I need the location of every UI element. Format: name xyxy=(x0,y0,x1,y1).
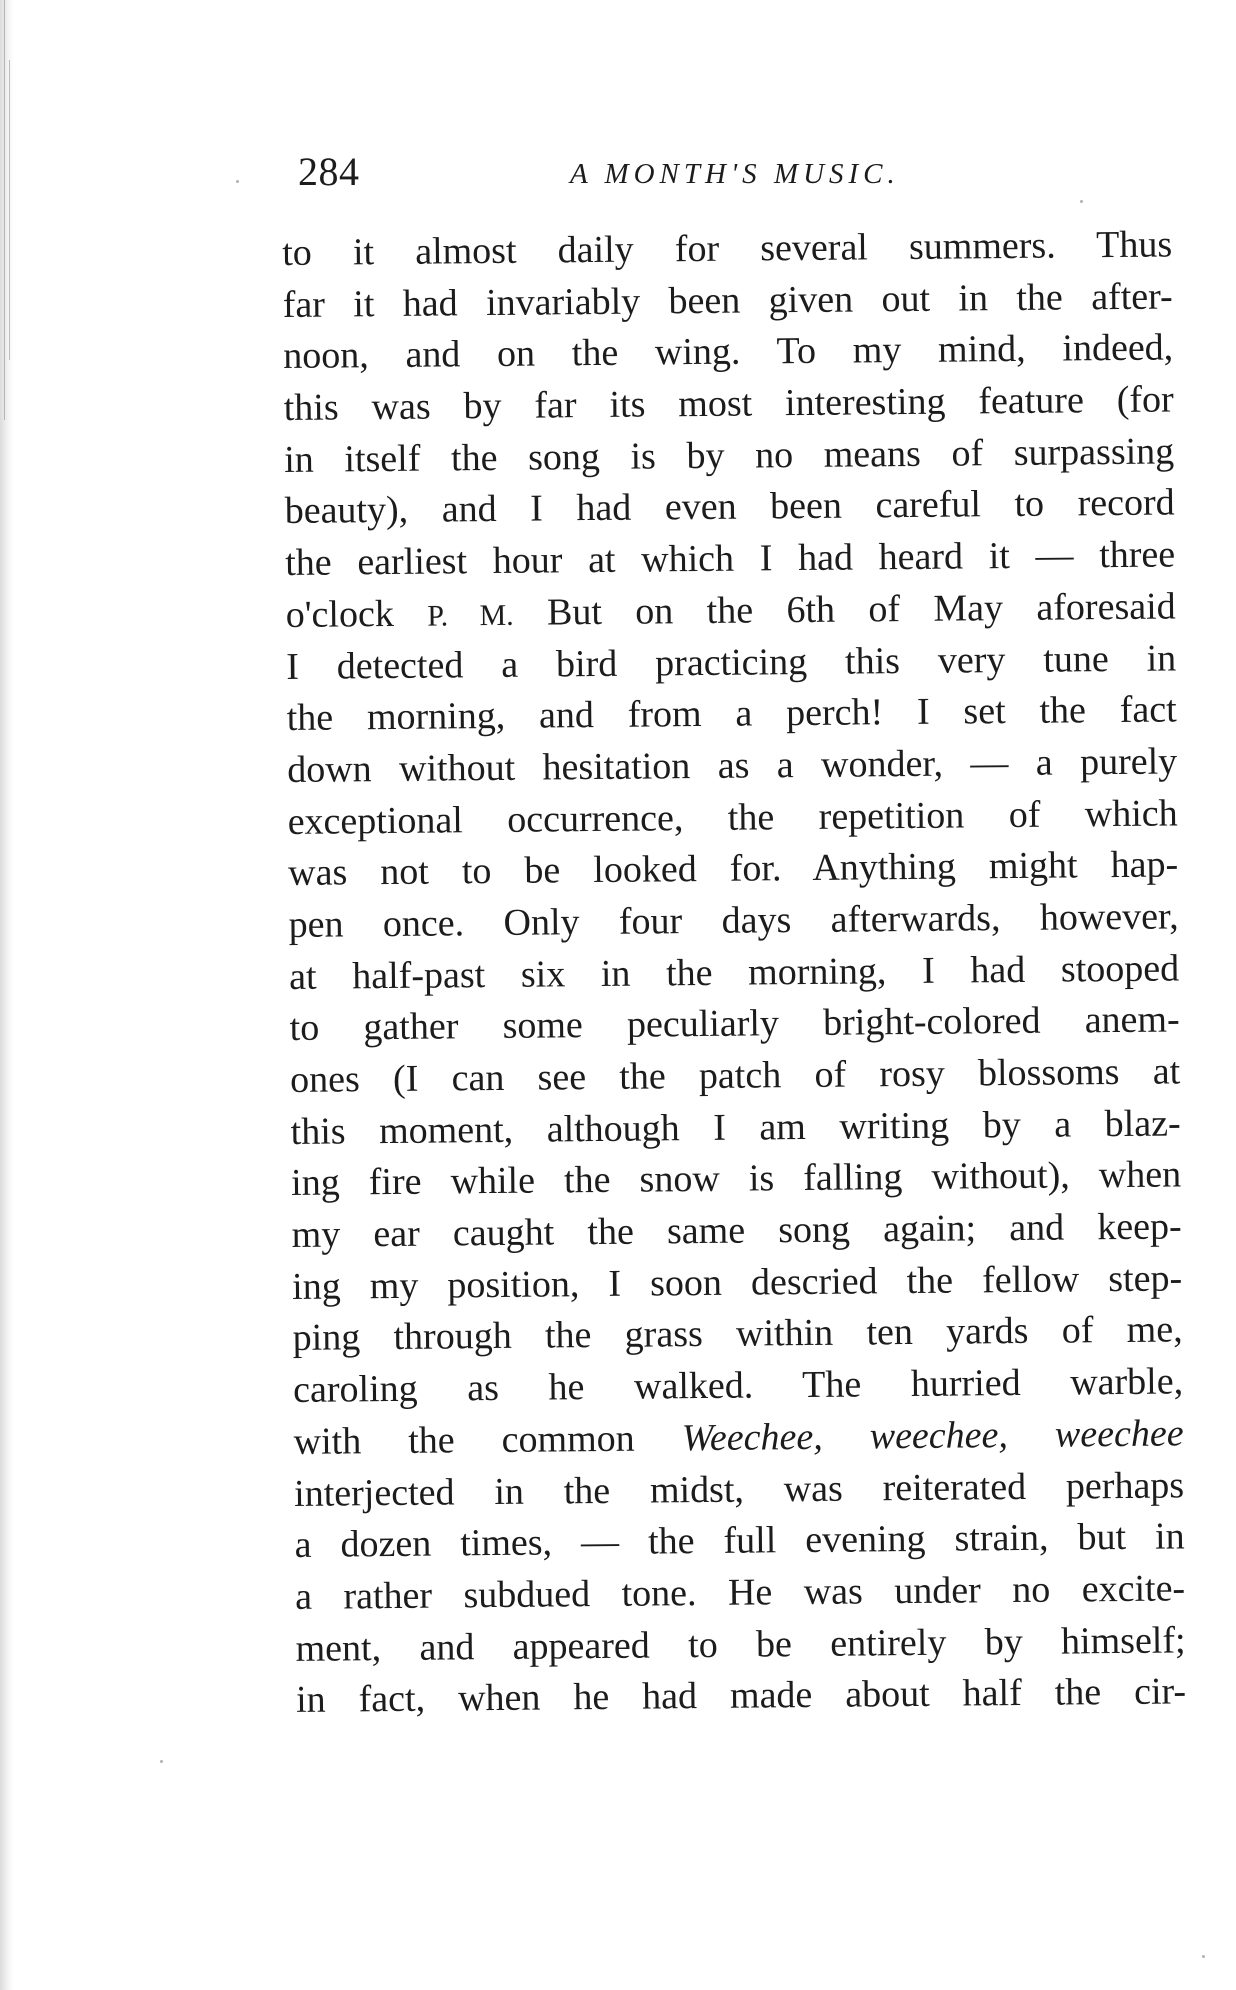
text-line: in fact, when he had made about half the cir- xyxy=(295,1670,1187,1722)
binding-shadow xyxy=(0,0,14,1990)
text-line: at half-past six in the morning, I had stooped xyxy=(288,947,1180,998)
text-line: the earliest hour at which I had heard it — three xyxy=(285,533,1176,585)
running-head: A MONTH'S MUSIC. xyxy=(570,158,900,190)
text-line: ones (I can see the patch of rosy blossoms at xyxy=(289,1050,1181,1101)
text-line: noon, and on the wing. To my mind, indeed, xyxy=(283,326,1174,378)
text-line: caroling as he walked. The hurried warble, xyxy=(292,1360,1184,1412)
text-line: ing my position, I soon descried the fellow step- xyxy=(291,1257,1183,1308)
text-line: down without hesitation as a wonder, — a purely xyxy=(286,740,1178,791)
paper-speck xyxy=(160,1760,163,1763)
text-segment: But on the 6th of May aforesaid xyxy=(513,585,1176,634)
text-line: pen once. Only four days afterwards, however, xyxy=(288,895,1179,946)
text-line: my ear caught the same song again; and keep- xyxy=(291,1205,1182,1257)
paper-speck xyxy=(1080,200,1083,203)
paper-speck xyxy=(1202,1955,1205,1958)
text-line: a rather subdued tone. He was under no excite- xyxy=(294,1567,1186,1618)
text-segment: o'clock xyxy=(285,592,428,636)
italic-bird-call: Weechee, weechee, weechee xyxy=(681,1412,1184,1460)
text-line: was not to be looked for. Anything might hap- xyxy=(287,843,1179,895)
text-line: beauty), and I had even been careful to record xyxy=(284,481,1175,533)
page-number: 284 xyxy=(298,149,360,194)
text-line: ment, and appeared to be entirely by himself; xyxy=(295,1618,1186,1670)
text-line: a dozen times, — the full evening strain, but in xyxy=(294,1515,1185,1567)
text-line xyxy=(285,581,1175,641)
page-header xyxy=(298,148,938,208)
text-line: this was by far its most interesting feature (for xyxy=(283,378,1174,430)
binding-mark xyxy=(4,0,5,420)
text-line: in itself the song is by no means of surpassing xyxy=(284,430,1175,481)
text-line: to gather some peculiarly bright-colored anem- xyxy=(289,998,1180,1050)
text-line: ping through the grass within ten yards of me, xyxy=(292,1308,1183,1360)
text-line: to it almost daily for several summers. Thus xyxy=(282,223,1173,274)
text-line: far it had invariably been given out in the after- xyxy=(282,275,1173,326)
text-line: I detected a bird practicing this very tune in xyxy=(286,636,1177,688)
text-segment: with the common xyxy=(293,1417,682,1463)
binding-mark xyxy=(9,60,10,360)
text-line: interjected in the midst, was reiterated perhaps xyxy=(293,1463,1185,1515)
body-text xyxy=(282,219,1186,1726)
text-line: exceptional occurrence, the repetition of which xyxy=(287,791,1178,843)
text-line xyxy=(293,1408,1183,1468)
text-line: this moment, although I am writing by a blaz- xyxy=(290,1102,1181,1153)
text-line: ing fire while the snow is falling without), when xyxy=(290,1153,1182,1205)
small-caps-pm: P. M. xyxy=(427,598,514,633)
paper-speck xyxy=(236,180,239,183)
text-line: the morning, and from a perch! I set the fact xyxy=(286,688,1177,740)
